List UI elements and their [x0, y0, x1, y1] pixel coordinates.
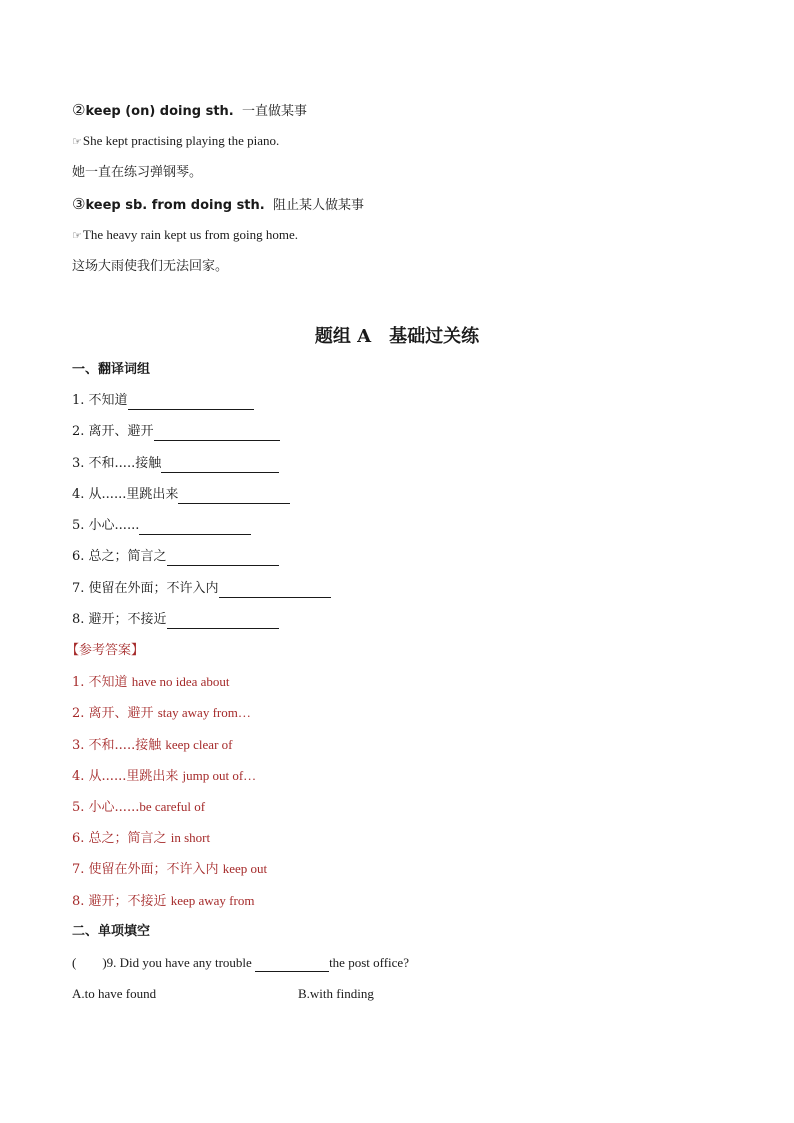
- answer-en: keep out: [222, 861, 268, 876]
- answer-cn: 不知道: [88, 675, 128, 690]
- group-title: 题组 A 基础过关练: [314, 326, 480, 347]
- item-text: 避开；不接近: [88, 612, 167, 627]
- note-3-heading: [72, 195, 364, 215]
- item-number: 4.: [72, 487, 85, 502]
- item-text: 不知道: [88, 393, 128, 408]
- answer-en: have no idea about: [131, 674, 230, 689]
- note-2-example: [72, 132, 279, 151]
- item-number: 3.: [72, 738, 85, 753]
- answer-en: be careful of: [139, 799, 206, 814]
- answer-blank[interactable]: [167, 551, 279, 566]
- option-b[interactable]: B.with finding: [298, 986, 374, 1001]
- answer-cn: 从......里跳出来: [88, 769, 179, 784]
- item-number: 6.: [72, 549, 85, 564]
- option-a[interactable]: A.to have found: [72, 986, 157, 1001]
- answer-blank[interactable]: [128, 395, 254, 410]
- note-marker: ②: [72, 101, 86, 119]
- note-phrase: keep (on) doing sth.: [85, 104, 234, 119]
- example-sentence: The heavy rain kept us from going home.: [82, 227, 299, 242]
- item-number: 5.: [72, 800, 85, 815]
- answer-cn: 离开、避开: [88, 706, 154, 721]
- answer-blank[interactable]: [161, 458, 279, 473]
- answer-en: in short: [170, 830, 211, 845]
- item-text: 使留在外面；不许入内: [88, 581, 219, 596]
- answer-blank[interactable]: [154, 426, 280, 441]
- item-number: 5.: [72, 518, 85, 533]
- list-item: [72, 580, 331, 598]
- item-number: 8.: [72, 612, 85, 627]
- pointing-hand-icon: ☞: [72, 135, 82, 148]
- answer-en: stay away from…: [157, 705, 251, 720]
- note-marker: ③: [72, 195, 86, 213]
- pointing-hand-icon: ☞: [72, 229, 82, 242]
- answer-en: keep clear of: [165, 737, 233, 752]
- answer-item: [72, 767, 256, 786]
- answer-en: jump out of…: [182, 768, 257, 783]
- note-3-example: [72, 226, 298, 245]
- answer-item: [72, 704, 251, 723]
- list-item: [72, 548, 279, 566]
- answer-cn: 不和.....接触: [88, 738, 162, 753]
- answers-heading: 【参考答案】: [66, 643, 145, 658]
- item-number: 7.: [72, 581, 85, 596]
- item-text: 总之；简言之: [88, 549, 167, 564]
- item-number: 8.: [72, 894, 85, 909]
- answer-paren[interactable]: ( ): [72, 955, 107, 970]
- answer-item: [72, 736, 232, 755]
- answer-item: [72, 860, 267, 879]
- answer-item: [72, 892, 254, 911]
- section-heading-translate: 一、翻译词组: [72, 362, 151, 377]
- note-meaning: 一直做某事: [242, 104, 308, 119]
- question-blank: [255, 957, 329, 972]
- list-item: [72, 423, 280, 441]
- answer-item: [72, 673, 230, 692]
- answer-blank[interactable]: [139, 520, 251, 535]
- example-sentence: She kept practising playing the piano.: [82, 133, 280, 148]
- question-9: [72, 954, 409, 972]
- answer-blank[interactable]: [178, 489, 290, 504]
- answer-cn: 小心......: [88, 800, 140, 815]
- item-number: 1.: [72, 393, 85, 408]
- note-2-translation: 她一直在练习弹钢琴。: [72, 165, 203, 180]
- item-number: 3.: [72, 456, 85, 471]
- answer-en: keep away from: [170, 893, 255, 908]
- answer-blank[interactable]: [167, 614, 279, 629]
- item-text: 离开、避开: [88, 424, 154, 439]
- note-meaning: 阻止某人做某事: [272, 198, 364, 213]
- note-phrase: keep sb. from doing sth.: [85, 198, 265, 213]
- item-number: 4.: [72, 769, 85, 784]
- list-item: [72, 455, 279, 473]
- list-item: [72, 392, 254, 410]
- item-number: 6.: [72, 831, 85, 846]
- item-number: 1.: [72, 675, 85, 690]
- item-number: 7.: [72, 862, 85, 877]
- question-text-before: Did you have any trouble: [119, 955, 252, 970]
- item-number: 2.: [72, 706, 85, 721]
- question-number: 9.: [106, 955, 117, 970]
- item-text: 小心......: [88, 518, 140, 533]
- answer-cn: 总之；简言之: [88, 831, 167, 846]
- note-3-translation: 这场大雨使我们无法回家。: [72, 259, 229, 274]
- answer-cn: 使留在外面；不许入内: [88, 862, 219, 877]
- list-item: [72, 517, 251, 535]
- item-text: 从......里跳出来: [88, 487, 179, 502]
- answer-cn: 避开；不接近: [88, 894, 167, 909]
- list-item: [72, 486, 290, 504]
- item-number: 2.: [72, 424, 85, 439]
- answer-item: [72, 829, 210, 848]
- section-heading-single-choice: 二、单项填空: [72, 924, 151, 939]
- item-text: 不和.....接触: [88, 456, 162, 471]
- answer-blank[interactable]: [219, 583, 331, 598]
- question-text-after: the post office?: [329, 955, 409, 970]
- note-2-heading: [72, 101, 307, 121]
- list-item: [72, 611, 279, 629]
- answer-item: [72, 798, 205, 817]
